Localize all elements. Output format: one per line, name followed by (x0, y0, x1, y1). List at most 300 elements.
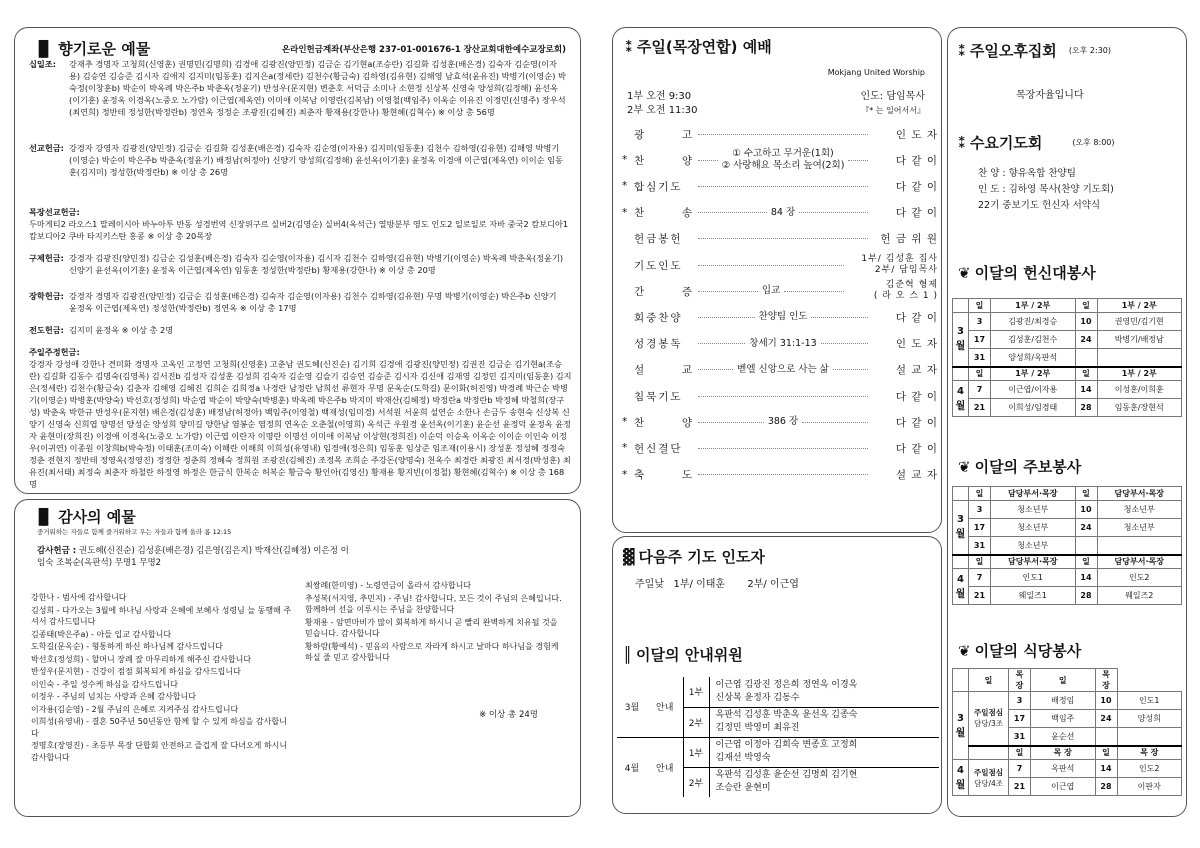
worship-subtitle: Mokjang United Worship (827, 68, 925, 77)
order-who-line: 다 같 이 (895, 311, 938, 324)
order-star: * (622, 468, 628, 481)
right-panel (947, 27, 1187, 817)
schedule-head-cell: 일 (1075, 555, 1097, 569)
guide-name-line: 조승란 윤현미 (715, 783, 771, 794)
schedule-cell: 이희성/임경태 (991, 399, 1076, 417)
order-item: 간 증 (634, 285, 694, 298)
schedule-cell: 14 (1075, 569, 1097, 587)
schedule-cell: 7 (969, 569, 991, 587)
schedule-cell: 청소년부 (991, 501, 1076, 519)
wed-time: (오후 8:00) (1072, 138, 1115, 147)
order-dot (784, 291, 844, 292)
schedule-cell: 이성훈/이희훈 (1097, 381, 1182, 399)
schedule-cell: 31 (969, 537, 991, 555)
order-row (622, 436, 938, 460)
schedule-month: 3월 (953, 692, 969, 760)
offering-group (29, 58, 572, 118)
order-dot (698, 396, 868, 397)
offering-group-label: 선교헌금: (29, 143, 64, 153)
order-who-line: 설 교 자 (895, 469, 938, 482)
heart-icon: ❦ (958, 457, 969, 476)
schedule-head-cell: 담당부서·목장 (1097, 487, 1182, 501)
schedule-head-month (953, 487, 969, 501)
thanks-entry: 강한나 - 범사에 감사합니다 (31, 593, 127, 602)
order-row (622, 253, 938, 277)
order-who (872, 362, 938, 377)
dining-label (969, 692, 1009, 746)
schedule-cell (1075, 537, 1097, 555)
thanks-entry: 박선호(정성희) - 할머니 장례 잘 마무리하게 해주신 감사합니다 (31, 654, 252, 664)
order-row (622, 463, 938, 487)
thanks-left-list (31, 592, 293, 764)
schedule-cell: 양성희/옥판석 (991, 349, 1076, 367)
guide-table (617, 677, 939, 797)
guide-role: 안내 (647, 677, 683, 737)
schedule-cell: 윤순선 (1031, 728, 1096, 746)
order-who (872, 467, 938, 482)
thanks-entry: 김종태(박은주a) - 아들 입교 감사합니다 (31, 629, 172, 639)
schedule-cell: 웨일즈2 (1097, 587, 1182, 605)
schedule-cell (1097, 537, 1182, 555)
schedule-row (953, 537, 1182, 555)
order-who-line: 다 같 이 (895, 390, 938, 403)
order-who-line: 다 같 이 (895, 154, 938, 167)
dining-label-line: 담당/4조 (973, 778, 1004, 788)
thanks-entry: 정명호(장영진) - 초등부 목장 단합회 안전하고 즐겁게 잘 다녀오게 하시니 감사합니다 (31, 741, 288, 762)
schedule-cell: 김성훈/김천수 (991, 331, 1076, 349)
dining-label-line: 주일점심 (974, 708, 1003, 718)
time-1: 1부 오전 9:30 (627, 91, 692, 102)
schedule-head-cell: 1부 / 2부 (1097, 367, 1182, 381)
schedule-cell: 3 (1009, 692, 1031, 710)
schedule-cell: 청소년부 (1097, 519, 1182, 537)
order-who (872, 336, 938, 351)
order-row (622, 201, 938, 225)
order-who (872, 389, 938, 404)
dot-icon: ⁑ (625, 37, 631, 56)
schedule-head-cell: 일 (969, 555, 991, 569)
schedule-head-cell: 일 (969, 487, 991, 501)
schedule-head-cell: 목 장 (1009, 669, 1031, 692)
order-dot (698, 186, 868, 187)
schedule-head-row (953, 367, 1182, 381)
guide-name-line: 이근엽 김광진 정은희 정연옥 이경옥 (715, 679, 858, 690)
thanks-panel (14, 499, 581, 817)
schedule-cell: 28 (1095, 778, 1117, 796)
online-account: 온라인헌금계좌(부산은행 237-01-001676-1 장산교회대한예수교장로회) (281, 45, 566, 55)
order-star: * (622, 154, 628, 167)
order-who (872, 310, 938, 325)
schedule-row (953, 349, 1182, 367)
grid-icon: ▓ (623, 547, 633, 566)
order-star: * (622, 442, 628, 455)
order-item: 기도인도 (634, 259, 683, 272)
schedule-cell: 24 (1075, 519, 1097, 537)
order-item: 찬 양 (634, 416, 694, 429)
schedule-cell: 배정임 (1031, 692, 1096, 710)
schedule-head-cell: 담당부서·목장 (1097, 555, 1182, 569)
offering-group-names: 두마게티2 라오스1 말레이시아 바누아투 반동 성경번역 신장위구르 실버2(김영순) 실버4(옥석근) 열방분부 영도 인도2 일로일로 자바 중국2 캄보디아1 캄보디아2 쿠바 타지키스탄 홍콩 ※ 이상 총 20목장 (29, 219, 569, 241)
order-star: * (622, 180, 628, 193)
schedule-month: 3월 (953, 313, 969, 367)
schedule-month: 4월 (953, 760, 969, 796)
schedule-head-cell: 목 장 (1117, 746, 1182, 760)
order-item: 축 도 (634, 469, 694, 482)
schedule-cell: 청소년부 (991, 537, 1076, 555)
schedule-head-cell: 일 (1075, 367, 1097, 381)
schedule-head-cell: 담당부서·목장 (991, 555, 1076, 569)
guide-header (623, 644, 743, 665)
dedication-title: 이달의 헌신대봉사 (974, 264, 1096, 282)
order-dot (848, 160, 868, 161)
order-detail-line: 벧엘 신앙으로 사는 삶 (737, 363, 829, 375)
offering-group (29, 324, 572, 336)
order-item: 찬 양 (634, 154, 694, 167)
order-detail (749, 338, 816, 350)
guide-part: 2부 (683, 767, 709, 797)
order-detail-line: 386 장 (767, 416, 799, 428)
order-row (622, 410, 938, 434)
order-who-line: 헌 금 위 원 (880, 233, 938, 246)
schedule-cell (1095, 728, 1117, 746)
schedule-row (953, 587, 1182, 605)
guide-title: 이달의 안내위원 (636, 646, 743, 664)
offering-header (33, 38, 150, 59)
dining-header (958, 640, 1081, 661)
schedule-cell: 24 (1075, 331, 1097, 349)
wed-line: 찬 양 : 향유옥합 찬양팀 (978, 168, 1076, 179)
order-dot (698, 265, 844, 266)
dot-icon: ⁑ (958, 133, 964, 152)
dedication-header (958, 262, 1096, 283)
order-dot (833, 369, 868, 370)
offering-group-names: 강경자 강영자 김광진(양민정) 김금순 김길화 김성훈(배은경) 김숙자 김순영(이자용) 김지미(임동훈) 김천수 김하영(김유현) 김해영 박병기(이영순) 박순이 박은주b 박춘옥(정윤기) 배정남(허정아) 신양기 양성희(김정해) 윤선옥(이기훈) 윤정옥 이경애 이근엽(제옥연) 이이순 임동훈(김지미) 정성한(박정란b) ※ 이상 총 26명 (69, 143, 563, 177)
order-who (872, 205, 938, 220)
offering-group-names: 강경자 강성애 강한나 견미화 경명자 고옥인 고정연 고청희(신영훈) 고춘남 권도혜(신진순) 김기희 김경애 김광진(양민정) 김권진 김금순 김기현a(조승란) 김길화 김동수 김명숙(김영록) 김서진b 김성자 김성훈 김성희 김숙자 김순영 김슬기 김승연 김승준 김시자 김신애 김재영 김정민 김지미(임동훈) 김지은(정세란) 김천수(황금숙) 김춘자 김해영 김혜진 김희순 김희정a 나경란 남정란 남희선 류현자 무명 문옥순(도학길) 문이화(허진영) 박경례 박근순 박병기(이영순) 박병훈(박양숙) 박선호(정성희) 박순엽 박순이 박양숙(박병훈) 박옥례 박은주b 박지미 박재산(김혜정) 박정란a 박정란b 박정혜 박철희(장구성) 박춘옥 박한규 반성우(문지현) 배은경(김성훈) 배정남(허정아) 백임주(이영철) 백재성(임미경) 서석원 서윤희 설연순 소한나 손금두 송현숙 신상복 신양기 신영숙 신희엽 양명선 양성순 양성희 양미길 양한남 염봉순 염정희 연옥순 오춘철(이영희) 옥석근 우원경 윤선옥(이기훈) 윤순선 윤정덕 윤정옥 윤정자 윤현미(장희진) 이경애 이경옥(노중오 노가람) 이근엽 이란자 이명란 이명선 이미애 이복남 이상현(정희진) 이순덕 이승옥 이옥순 이이순 이인숙 이정우(이귀연) 이종원 이창희b(박숙정) 이태훈(조미숙) 이해란 이해희 이희성(유영내) 임경애(정은희) 임동훈 임상준 임조재(이용시) 장성훈 정성혜 정정숙 정춘 전현지 정반테 정영옥(정영진) 정정한 정춘희 정혜숙 정희원 조광진(김혜진) 조정목 조희순 주강돈(양명숙) 천옥수 최경란 최광진 최서정(박성훈) 최유진(최서태) 최정숙 최춘자 하철란 하정영 하정은 한금식 한복순 허복순 황금숙 황인아(김영신) 황재용 황지빈(이정철) 황현혜(김혁수) ※ 이상 총 168명 (29, 359, 572, 489)
schedule-head-cell: 목 장 (1031, 746, 1096, 760)
guide-name-line: 옥판석 김성훈 윤순선 김명희 김기현 (715, 770, 858, 781)
schedule-row (953, 501, 1182, 519)
order-dot (698, 369, 733, 370)
order-item: 헌금봉헌 (634, 233, 683, 246)
schedule-row (953, 381, 1182, 399)
wed-title: 수요기도회 (969, 134, 1043, 152)
offering-group (29, 252, 572, 276)
schedule-cell: 백임주 (1031, 710, 1096, 728)
order-row (622, 279, 938, 303)
offering-group-label: 십일조: (29, 59, 57, 69)
schedule-head-cell: 일 (1075, 487, 1097, 501)
order-item: 침묵기도 (634, 390, 683, 403)
guide-role: 안내 (647, 737, 683, 797)
bar-icon: ▐▌ (33, 39, 53, 58)
order-who-line: 2부/ 담임목사 (874, 265, 938, 275)
schedule-head-month (969, 746, 1009, 760)
schedule-cell: 24 (1095, 710, 1117, 728)
wed-details (978, 166, 1114, 214)
guide-names (709, 707, 939, 737)
bulletin-header (958, 456, 1081, 477)
order-who (872, 231, 938, 246)
wed-line: 인 도 : 김하영 목사(찬양 기도회) (978, 184, 1114, 195)
schedule-cell: 옥판석 (1031, 760, 1096, 778)
order-item: 광 고 (634, 128, 694, 141)
schedule-cell: 17 (969, 331, 991, 349)
guide-panel (612, 536, 942, 814)
order-who-line: 다 같 이 (895, 180, 938, 193)
order-item: 헌신결단 (634, 442, 683, 455)
schedule-cell: 김광진/최경승 (991, 313, 1076, 331)
schedule-row (953, 331, 1182, 349)
schedule-head-cell: 일 (1075, 299, 1097, 313)
order-detail-line: ② 사랑해요 목소리 높여(2회) (721, 160, 845, 172)
schedule-cell: 21 (1009, 778, 1031, 796)
time-2: 2부 오전 11:30 (627, 105, 698, 116)
schedule-head-cell: 일 (1095, 746, 1117, 760)
schedule-cell: 웨일즈1 (991, 587, 1076, 605)
guide-names (709, 737, 939, 767)
guide-month: 4월 (617, 737, 647, 797)
next-label: 주일낮 (635, 579, 664, 590)
guide-name-line: 김재선 박영숙 (715, 753, 771, 763)
schedule-cell: 10 (1095, 692, 1117, 710)
order-who (872, 441, 938, 456)
order-row (622, 358, 938, 382)
thanks-header (33, 506, 136, 527)
order-who (848, 280, 938, 302)
schedule-cell (1075, 349, 1097, 367)
wed-line: 22기 중보기도 헌신자 서약식 (978, 200, 1101, 211)
order-who (872, 153, 938, 168)
worship-header (625, 36, 772, 57)
thanks-entry: 황재용 - 암면마비가 많이 회복하게 하시니 곧 빨리 완벽하게 치유될 것을 믿습니다. 감사합니다 (305, 617, 558, 638)
order-dot (698, 317, 755, 318)
order-who (872, 179, 938, 194)
afternoon-header (958, 40, 1111, 61)
guide-part: 2부 (683, 707, 709, 737)
order-row (622, 305, 938, 329)
thanks-entry: 황하람(황예석) - 믿음의 사람으로 자라게 하시고 날마다 하나님을 경험케 하실 줄 믿고 감사합니다 (305, 641, 559, 662)
order-who-line: 다 같 이 (895, 442, 938, 455)
dining-label-line: 담당/3조 (973, 719, 1004, 729)
order-row (622, 174, 938, 198)
schedule-month: 3월 (953, 501, 969, 555)
schedule-head-row (953, 669, 1182, 692)
guide-name-line: 신상복 윤정자 김동수 (715, 692, 800, 703)
order-item: 성경봉독 (634, 338, 683, 351)
thanks-entry: 김성희 - 다가오는 3월에 하나님 사랑과 은혜에 보혜사 성령님 늘 동행해 주셔서 감사드립니다 (31, 605, 292, 626)
schedule-cell (1097, 349, 1182, 367)
order-dot (799, 212, 868, 213)
order-detail-line: 창세기 31:1-13 (749, 337, 817, 349)
order-who-line: 설 교 자 (895, 364, 938, 377)
schedule-head-month (953, 299, 969, 313)
thanks-label: 감사헌금 : (37, 546, 77, 556)
schedule-cell: 7 (1009, 760, 1031, 778)
order-who (872, 127, 938, 142)
order-who (848, 254, 938, 276)
order-dot (811, 317, 868, 318)
guide-part: 1부 (683, 677, 709, 707)
guide-row (617, 677, 939, 707)
order-detail-line: 찬양팀 인도 (758, 311, 808, 323)
thanks-entry: 이정우 - 주님의 넘치는 사랑과 은혜 감사합니다 (31, 692, 196, 701)
order-detail-line: ① 수고하고 무거운(1회) (732, 148, 834, 160)
order-item: 회중찬양 (634, 311, 683, 324)
order-detail (771, 207, 795, 219)
offering-group-label: 목장선교헌금: (29, 207, 80, 217)
bars-icon: ║ (623, 645, 631, 664)
order-who-line: ( 라 오 스 1 ) (873, 291, 939, 302)
guide-row (617, 737, 939, 767)
order-star: * (622, 416, 628, 429)
schedule-cell: 21 (969, 399, 991, 417)
schedule-cell: 이근엽/이자용 (991, 381, 1076, 399)
schedule-cell: 이판자 (1117, 778, 1182, 796)
schedule-cell: 인도2 (1117, 760, 1182, 778)
order-dot (698, 474, 868, 475)
thanks-donor-block (37, 545, 357, 569)
schedule-cell: 28 (1075, 399, 1097, 417)
order-row (622, 148, 938, 172)
schedule-row (953, 760, 1182, 778)
order-who (872, 415, 938, 430)
leader: 인도: 담임목사 (860, 91, 925, 102)
guide-month: 3월 (624, 703, 640, 714)
worship-title: 주일(목장연합) 예배 (636, 38, 772, 56)
order-row (622, 384, 938, 408)
dining-label-line: 주일점심 (974, 767, 1003, 777)
schedule-head-month (953, 669, 969, 692)
schedule-cell: 31 (1009, 728, 1031, 746)
guide-name-line: 김정민 박영미 최유진 (715, 723, 800, 733)
schedule-head-month (953, 367, 969, 381)
next-second: 2부/ 이근엽 (747, 579, 799, 590)
dining-label (969, 760, 1009, 796)
schedule-cell: 17 (969, 519, 991, 537)
schedule-head-cell: 담당부서·목장 (991, 487, 1076, 501)
schedule-month: 4월 (953, 381, 969, 417)
worship-leader (860, 90, 925, 118)
schedule-cell: 양성희 (1117, 710, 1182, 728)
bar-icon: ▐▌ (33, 507, 53, 526)
order-row (622, 227, 938, 251)
schedule-cell: 3 (969, 501, 991, 519)
thanks-donors: 권도혜(신진순) 김성훈(배은경) 김은영(김은지) 박재산(김혜정) 이은정 이임숙 조복순(옥판석) 무명1 무명2 (37, 546, 349, 568)
schedule-row (953, 313, 1182, 331)
thanks-title: 감사의 예물 (58, 508, 136, 526)
schedule-head-cell: 일 (969, 669, 1009, 692)
order-row (622, 122, 938, 146)
order-detail (762, 285, 780, 297)
thanks-right-list (305, 580, 567, 665)
order-dot (821, 343, 868, 344)
thanks-entry: 반성우(문지현) - 건강이 점점 회복되게 하심을 감사드립니다 (31, 667, 241, 676)
schedule-head-row (953, 746, 1182, 760)
order-who-line: 김준혁 형제 (885, 280, 939, 291)
offering-group-names: 강경자 김광진(양민정) 김금순 김성훈(배은경) 김숙자 김순영(이자용) 김시자 김천수 김하영(김유현) 박병기(이영순) 박옥례 박춘옥(정윤기) 신양기 윤선옥(이기훈) 윤정옥 이근엽(제옥연) 임동훈 정성한(박정란b) 황재용(강한나) ※ 이상 총 20명 (69, 253, 564, 275)
schedule-cell: 박병기/배정남 (1097, 331, 1182, 349)
schedule-head-cell: 일 (969, 367, 991, 381)
order-dot (698, 134, 868, 135)
order-dot (698, 343, 745, 344)
schedule-head-cell: 목 장 (1095, 669, 1117, 692)
schedule-head-month (953, 555, 969, 569)
order-item: 합심기도 (634, 180, 683, 193)
order-item: 설 교 (634, 364, 694, 377)
afternoon-title: 주일오후집회 (969, 42, 1057, 60)
schedule-cell: 10 (1075, 501, 1097, 519)
schedule-cell: 28 (1075, 587, 1097, 605)
thanks-entry: 이자용(김순영) - 2월 주님의 은혜로 지켜주심 감사드립니다 (31, 704, 239, 714)
schedule-cell: 31 (969, 349, 991, 367)
schedule-cell (1117, 728, 1182, 746)
bulletin-title: 이달의 주보봉사 (974, 458, 1082, 476)
order-detail (768, 416, 798, 428)
schedule-cell: 17 (1009, 710, 1031, 728)
order-star: * (622, 206, 628, 219)
schedule-cell: 청소년부 (991, 519, 1076, 537)
schedule-cell: 21 (969, 587, 991, 605)
schedule-head-row (953, 487, 1182, 501)
schedule-head-cell: 일 (1031, 669, 1096, 692)
offering-group (29, 346, 572, 490)
guide-names (709, 767, 939, 797)
dining-table (952, 668, 1182, 796)
order-dot (698, 238, 868, 239)
thanks-entry: 이인숙 - 주일 성수케 하심을 감사드립니다 (31, 679, 178, 689)
bulletin-table (952, 486, 1182, 605)
schedule-cell: 7 (969, 381, 991, 399)
theme: 『* 는 일어서서』 (861, 106, 925, 115)
afternoon-text: 목장자율입니다 (1016, 90, 1084, 101)
next-first: 1부/ 이태훈 (673, 579, 726, 590)
order-dot (802, 422, 868, 423)
order-dot (698, 422, 764, 423)
schedule-cell: 14 (1095, 760, 1117, 778)
schedule-cell: 이근엽 (1031, 778, 1096, 796)
offering-group-label: 주일주정헌금: (29, 347, 80, 357)
offering-group-label: 전도헌금: (29, 325, 64, 335)
dot-icon: ⁑ (958, 41, 964, 60)
schedule-row (953, 519, 1182, 537)
schedule-head-cell: 1부 / 2부 (991, 299, 1076, 313)
offering-group (29, 206, 572, 242)
offering-group-names: 강재추 경명자 고청희(신영훈) 권명민(김명희) 김경애 김광진(양민정) 김금순 김기현a(조승란) 김길화 김성훈(배은경) 김숙자 김순영(이자용) 김승연 김승준 김시자 김애지 김지미(임동훈) 김지은a(정세란) 김천수(황금숙) 김하영(김유현) 김해영 남효석(윤유진) 박병기(이영순) 박숙정(이창훈b) 박순이 박옥례 박은주b 박춘옥(정윤기) 반성우(문지현) 변춘호 서덕금 소미나 소현정 신상복 신영숙 양성희(김정해) 윤선옥(이기훈) 윤정옥 이경옥(노중오 노가람) 이근엽(제옥연) 이미애 이복남 이영란(김복남) 이영철(백임주) 이옥순 이유진 이정민(신명주) 장우석(최연희) 정반테 정성한(박정란b) 정연옥 정정순 조광진(김혜진) 최춘자 황재용(강한나) 황현혜(김혁수) ※ 이상 총 56명 (69, 59, 566, 117)
order-who-line: 인 도 자 (895, 128, 938, 141)
schedule-head-cell: 1부 / 2부 (991, 367, 1076, 381)
order-who-line: 1부/ 김성훈 집사 (861, 254, 938, 264)
schedule-cell: 3 (969, 313, 991, 331)
schedule-cell: 14 (1075, 381, 1097, 399)
thanks-entry: 도학길(문옥순) - 형통하게 하신 하나님께 감사드립니다 (31, 642, 223, 651)
offering-panel (14, 27, 581, 494)
order-dot (698, 160, 718, 161)
schedule-cell: 10 (1075, 313, 1097, 331)
offering-group (29, 142, 572, 178)
schedule-head-row (953, 299, 1182, 313)
schedule-row (953, 399, 1182, 417)
schedule-head-cell: 일 (969, 299, 991, 313)
schedule-row (953, 569, 1182, 587)
thanks-entry: 최쌍례(한미영) - 노령연금이 올라서 감사합니다 (305, 581, 472, 590)
order-detail-line: 84 장 (770, 206, 796, 218)
schedule-head-row (953, 555, 1182, 569)
order-dot (698, 291, 758, 292)
schedule-head-cell: 일 (1009, 746, 1031, 760)
heart-icon: ❦ (958, 263, 969, 282)
schedule-head-cell: 1부 / 2부 (1097, 299, 1182, 313)
